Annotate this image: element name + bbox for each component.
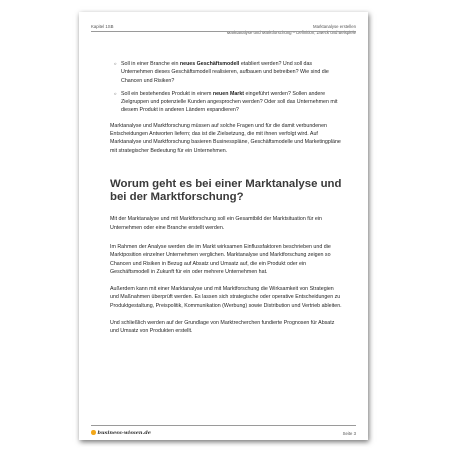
- list-item-emphasis: neuen Markt: [212, 90, 245, 97]
- body-paragraph: Und schließlich werden auf der Grundlage von Marktrecherchen fundierte Prognosen für Absatz und Umsatz von Produkten erstellt.: [110, 320, 335, 335]
- list-item-emphasis: neues Geschäftsmodell: [179, 61, 240, 67]
- running-header-title: Marktanalyse erstellen: [313, 24, 356, 29]
- chapter-label: Kapitel 1SB: [91, 24, 114, 29]
- list-item-text: Soll in einer Branche ein: [121, 61, 180, 67]
- list-item-text: eingeführt werden? Sollen andere Zielgruppen und potenzielle Kunden angesprochen werden? Oder soll das Unternehmen mit diesem Produkt in anderen Ländern expandieren?: [121, 90, 338, 114]
- footer-logo: [91, 430, 151, 436]
- footer-divider: [91, 425, 356, 426]
- list-item: [121, 90, 344, 115]
- running-header-subtitle: Marktanalyse und Marktforschung – Definition, Zweck und Beispiele: [226, 30, 356, 35]
- page-number: Seite 3: [342, 431, 356, 436]
- intro-paragraph: Marktanalyse und Marktforschung müssen auf solche Fragen und für die damit verbundenen Entscheidungen Antworten liefern; das ist die Zielsetzung, die mit ihnen verfolgt wird. Auf Marktanalyse und Marktforschung basieren Businesspläne, Geschäftsmodelle und Marketingpläne mit strategischer Bedeutung für ein Unternehmen.: [110, 122, 341, 154]
- section-heading: Worum geht es bei einer Marktanalyse und bei der Marktforschung?: [110, 177, 342, 204]
- document-page: [79, 12, 368, 440]
- body-paragraph: Außerdem kann mit einer Marktanalyse und mit Marktforschung die Wirksamkeit von Strategien und Maßnahmen überprüft werden. Es lassen sich strategische oder operative Entscheidungen zu Produktgestaltung, Preispolitik, Kommunikation (Werbung) sowie Distribution und Vertrieb ableiten.: [110, 286, 342, 309]
- list-item-text: Soll ein bestehendes Produkt in einem: [121, 90, 213, 97]
- header-divider: [91, 31, 356, 32]
- logo-dot-icon: [91, 430, 96, 435]
- question-list: [110, 60, 344, 115]
- page-body: [110, 60, 344, 336]
- list-item: [121, 60, 344, 85]
- list-item-text: etabliert werden? Und soll das Unternehmen dieses Geschäftsmodell realisieren, aufbauen und betreiben? Wie sind die Chancen und Risiken?: [121, 61, 329, 84]
- body-paragraph: Im Rahmen der Analyse werden die im Markt wirksamen Einflussfaktoren beschrieben und die Marktposition einzelner Unternehmen verglichen. Marktanalyse und Marktforschung zeigen so Chancen und Risiken in Bezug auf Absatz und Umsatz auf, die ein Produkt oder ein Geschäftsmodell in Zukunft für ein oder mehrere Unternehmen hat.: [110, 243, 331, 275]
- body-paragraph: Mit der Marktanalyse und mit Marktforschung soll ein Gesamtbild der Marktsituation für ein Unternehmen oder eine Branche erstellt werden.: [110, 216, 322, 231]
- logo-text: business-wissen.de: [97, 430, 151, 436]
